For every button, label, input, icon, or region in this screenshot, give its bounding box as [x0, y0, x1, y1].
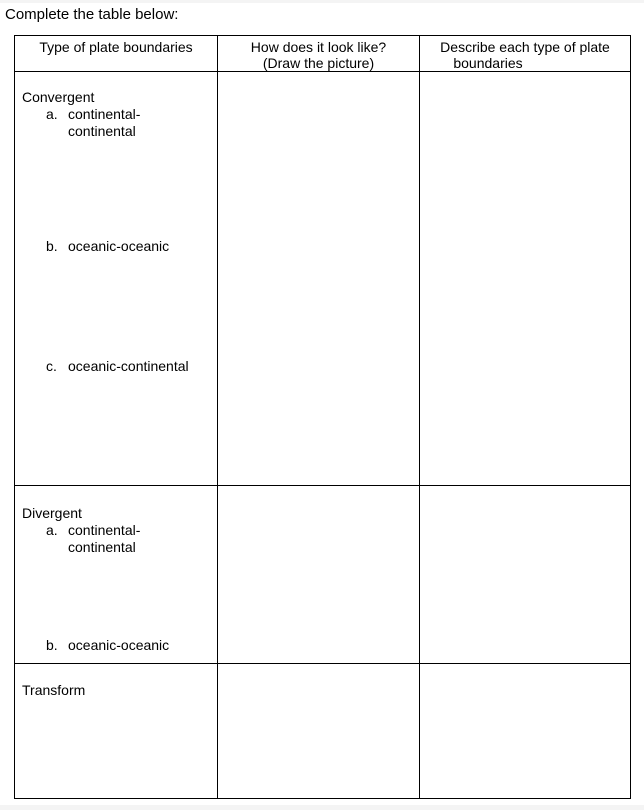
cell-transform-drawing-answer[interactable]	[218, 664, 420, 799]
list-item-text	[68, 358, 189, 375]
list-item-text	[68, 522, 140, 556]
list-item-marker: a.	[46, 106, 58, 122]
list-item-convergent-c	[22, 358, 217, 375]
list-item-line: continental	[68, 123, 136, 139]
instruction-text: Complete the table below:	[5, 6, 179, 23]
cell-convergent-drawing-answer[interactable]	[218, 72, 420, 486]
list-item-line: oceanic-continental	[68, 358, 189, 374]
list-item-line: continental	[68, 539, 136, 555]
list-item-line: oceanic-oceanic	[68, 637, 170, 653]
cell-convergent-type	[15, 72, 218, 486]
header-line: boundaries	[453, 55, 523, 71]
cell-convergent-description-answer[interactable]	[420, 72, 631, 486]
boundary-type-label: Convergent	[22, 89, 95, 105]
list-item-convergent-b	[22, 238, 217, 255]
page-bottom-edge	[0, 805, 644, 810]
cell-divergent-description-answer[interactable]	[420, 486, 631, 664]
list-item-line: continental-	[68, 106, 141, 122]
header-line: Describe each type of plate	[440, 39, 610, 55]
cell-transform-type	[15, 664, 218, 799]
list-item-divergent-a	[22, 522, 217, 556]
header-line: How does it look like?	[250, 39, 387, 55]
list-item-marker: b.	[46, 637, 58, 653]
table-row-divergent	[15, 486, 631, 664]
boundary-type-label: Divergent	[22, 505, 82, 521]
list-item-marker: c.	[46, 358, 57, 374]
cell-divergent-type	[15, 486, 218, 664]
page-top-edge	[0, 0, 644, 3]
cell-transform-description-answer[interactable]	[420, 664, 631, 799]
table-row-transform	[15, 664, 631, 799]
boundary-type-label: Transform	[22, 682, 86, 698]
list-item-marker: a.	[46, 522, 58, 538]
list-item-text	[68, 106, 140, 140]
list-item-text	[68, 637, 169, 654]
table-row-convergent	[15, 72, 631, 486]
header-type-of-plate-boundaries	[15, 36, 218, 72]
list-item-line: continental-	[68, 522, 141, 538]
list-item-divergent-b	[22, 637, 217, 654]
plate-boundaries-table	[14, 35, 631, 799]
list-item-line: oceanic-oceanic	[68, 238, 170, 254]
table-header-row	[15, 36, 631, 72]
list-item-convergent-a	[22, 106, 217, 140]
list-item-text	[68, 238, 169, 255]
header-line: (Draw the picture)	[262, 55, 375, 71]
header-describe-each-type	[420, 36, 631, 72]
cell-divergent-drawing-answer[interactable]	[218, 486, 420, 664]
header-line: Type of plate boundaries	[39, 39, 193, 55]
list-item-marker: b.	[46, 238, 58, 254]
